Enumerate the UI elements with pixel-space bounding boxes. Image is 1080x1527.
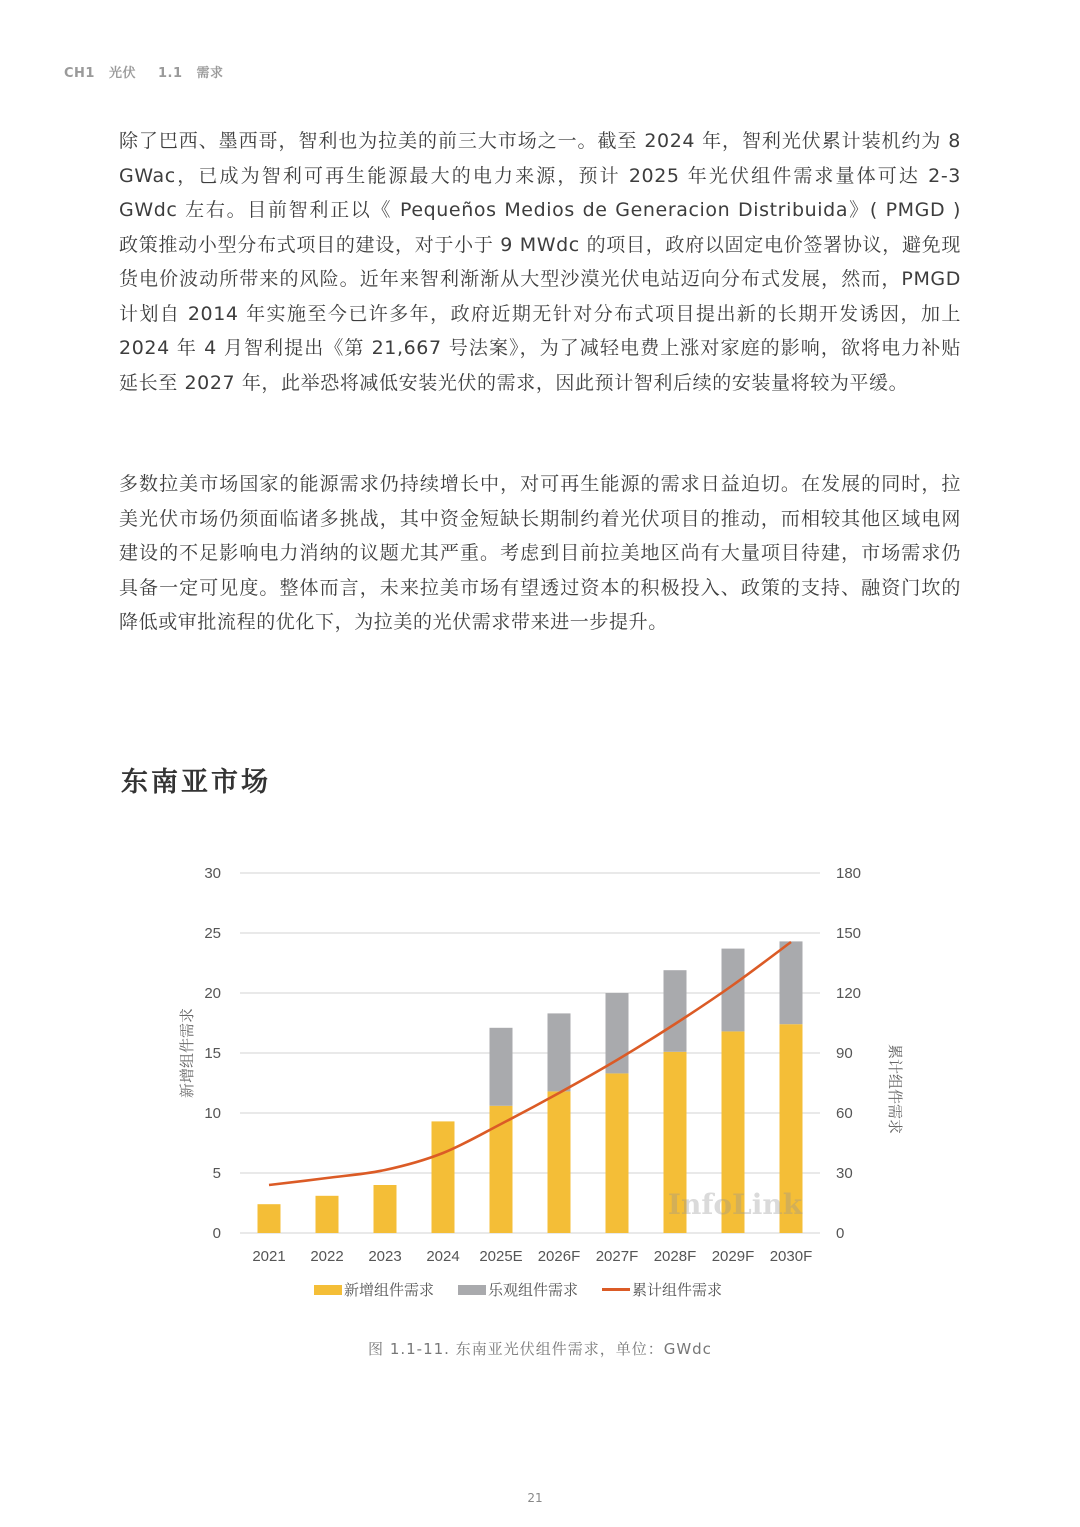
bar-optimistic-demand [664,970,687,1052]
legend-swatch-line [602,1288,630,1291]
chapter-number: CH1 [64,66,95,81]
y-axis-title-right: 累计组件需求 [886,1043,904,1135]
bar-new-demand [432,1121,455,1233]
watermark: InfoLink [667,1188,803,1221]
chart-canvas [0,850,1080,1320]
y-tick-left: 5 [212,1165,221,1182]
legend-label: 新增组件需求 [344,1281,435,1299]
bar-optimistic-demand [780,941,803,1024]
section-heading: 东南亚市场 [121,767,271,798]
y-tick-left: 15 [204,1045,221,1062]
bar-new-demand [316,1196,339,1233]
legend-swatch-gray [458,1285,486,1295]
legend-swatch-yellow [314,1285,342,1295]
legend-item-optimistic-demand [458,1279,578,1300]
y-tick-left: 10 [204,1105,221,1122]
x-tick: 2023 [368,1248,402,1265]
bar-optimistic-demand [490,1028,513,1106]
bar-new-demand [374,1185,397,1233]
legend-item-new-demand [314,1279,434,1300]
x-tick: 2024 [426,1248,460,1265]
x-tick: 2027F [595,1248,639,1265]
x-tick: 2029F [711,1248,755,1265]
legend-label: 累计组件需求 [632,1281,723,1299]
bar-new-demand [606,1073,629,1233]
chapter-title: 光伏 [108,66,136,81]
y-axis-title-left: 新增组件需求 [178,1007,196,1099]
bar-new-demand [258,1204,281,1233]
paragraph-latam-outlook: 多数拉美市场国家的能源需求仍持续增长中，对可再生能源的需求日益迫切。在发展的同时，拉美光伏市场仍须面临诸多挑战，其中资金短缺长期制约着光伏项目的推动，而相较其他区域电网建设的不足影响电力消纳的议题尤其严重。考虑到目前拉美地区尚有大量项目待建，市场需求仍具备一定可见度。整体而言，未来拉美市场有望透过资本的积极投入、政策的支持、融资门坎的降低或审批流程的优化下，为拉美的光伏需求带来进一步提升。 [119,473,961,633]
figure-caption: 图 1.1-11. 东南亚光伏组件需求，单位：GWdc [368,1340,712,1358]
x-tick: 2025E [479,1248,523,1265]
y-tick-left: 30 [204,865,221,882]
paragraph-chile: 除了巴西、墨西哥，智利也为拉美的前三大市场之一。截至 2024 年，智利光伏累计装机约为 8 GWac，已成为智利可再生能源最大的电力来源，预计 2025 年光伏组件需求量体可达 2-3 GWdc 左右。目前智利正以《 Pequeños Medios de Generacion Distribuida》( PMGD ) 政策推动小型分布式项目的建设，对于小于 9 MWdc 的项目，政府以固定电价签署协议，避免现货电价波动所带来的风险。近年来智利渐渐从大型沙漠光伏电站迈向分布式发展，然而，PMGD 计划自 2014 年实施至今已许多年，政府近期无针对分布式项目提出新的长期开发诱因，加上 2024 年 4 月智利提出《第 21,667 号法案》，为了减轻电费上涨对家庭的影响，欲将电力补贴延长至 2027 年，此举恐将减低安装光伏的需求，因此预计智利后续的安装量将较为平缓。 [119,130,961,394]
y-tick-left: 0 [212,1225,221,1242]
y-tick-right: 150 [836,925,862,942]
bar-optimistic-demand [548,1013,571,1091]
y-tick-left: 20 [204,985,221,1002]
chart-legend [314,1279,722,1300]
section-title-header: 需求 [196,66,224,81]
y-tick-left: 25 [204,925,221,942]
y-tick-right: 0 [836,1225,845,1242]
x-tick: 2022 [310,1248,344,1265]
y-tick-right: 60 [836,1105,853,1122]
y-tick-right: 120 [836,985,862,1002]
x-tick: 2021 [252,1248,286,1265]
y-tick-right: 30 [836,1165,853,1182]
line-cumulative-demand [269,942,791,1185]
legend-label: 乐观组件需求 [488,1281,579,1299]
x-tick: 2028F [653,1248,697,1265]
sea-demand-chart [0,850,1080,1320]
section-number: 1.1 [157,66,183,81]
x-tick: 2026F [537,1248,581,1265]
page-number: 21 [527,1491,543,1505]
y-tick-right: 90 [836,1045,853,1062]
bar-new-demand [548,1091,571,1233]
x-tick: 2030F [769,1248,813,1265]
legend-item-cumulative-demand [602,1279,722,1300]
running-header [64,62,238,81]
y-tick-right: 180 [836,865,862,882]
